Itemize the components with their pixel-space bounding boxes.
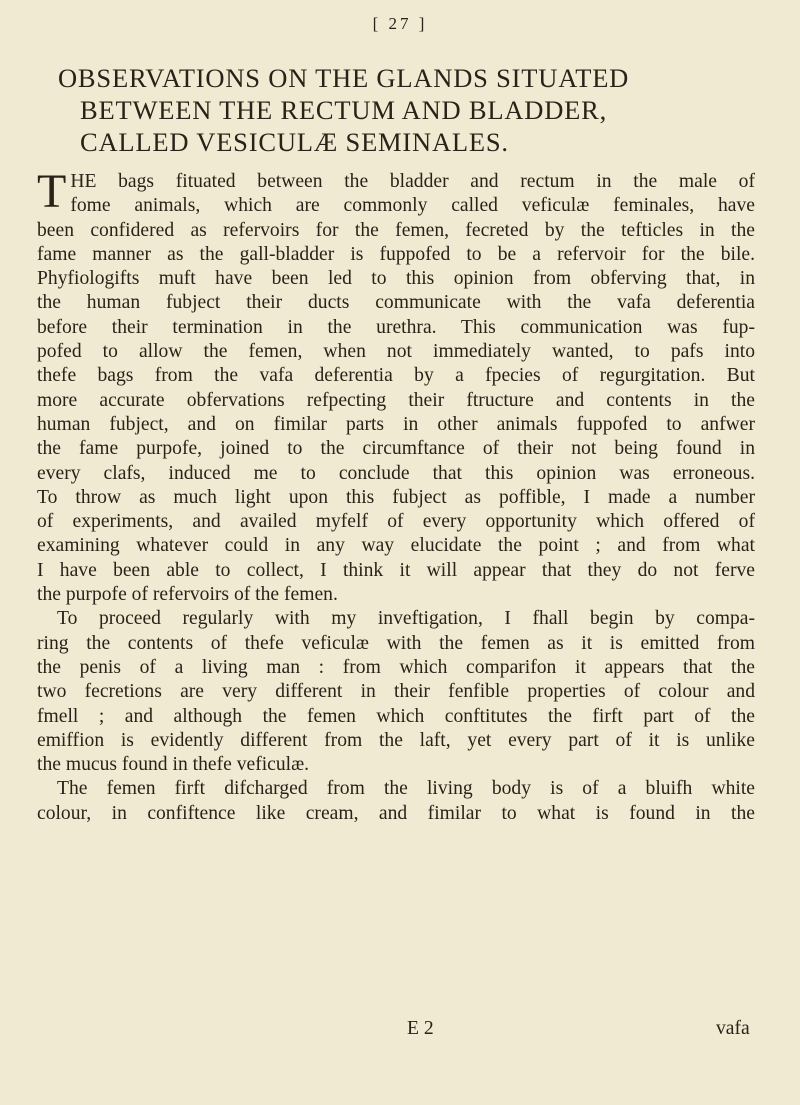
chapter-title: [58, 62, 758, 158]
text-line: I have been able to collect, I think it will appear that they do not ferve: [37, 559, 755, 581]
text-line: fmell ; and although the femen which conftitutes the firft part of the: [37, 705, 755, 727]
catchword: vafa: [716, 1018, 750, 1039]
text-line: The femen firft difcharged from the living body is of a bluifh white: [57, 778, 755, 800]
text-line: emiffion is evidently different from the laft, yet every part of it is unlike: [37, 729, 755, 751]
text-line: To proceed regularly with my inveftigation, I fhall begin by compa-: [57, 608, 755, 630]
text-line: To throw as much light upon this fubject as poffible, I made a number: [37, 486, 755, 508]
paragraph-3: [37, 777, 755, 826]
drop-cap: T: [37, 165, 67, 218]
text-line: ring the contents of thefe veficulæ with the femen as it is emitted from: [37, 632, 755, 654]
text-line: fame manner as the gall-bladder is fuppofed to be a refervoir for the bile.: [37, 243, 755, 265]
text-line: fome animals, which are commonly called veficulæ feminales, have: [70, 195, 755, 217]
text-line: the mucus found in thefe veficulæ.: [37, 754, 310, 776]
title-line-2: BETWEEN THE RECTUM AND BLADDER,: [80, 95, 608, 125]
paragraph-1: [37, 165, 755, 607]
paragraph-2: [37, 607, 755, 777]
text-line: human fubject, and on fimilar parts in other animals fuppofed to anfwer: [37, 413, 755, 435]
text-line: been confidered as refervoirs for the femen, fecreted by the tefticles in the: [37, 219, 755, 241]
text-line: colour, in confiftence like cream, and fimilar to what is found in the: [37, 802, 755, 824]
title-line-1: OBSERVATIONS ON THE GLANDS SITUATED: [58, 63, 630, 93]
text-line: examining whatever could in any way elucidate the point ; and from what: [37, 535, 755, 557]
text-line: before their termination in the urethra. This communication was fup-: [37, 316, 755, 338]
text-line: pofed to allow the femen, when not immediately wanted, to pafs into: [37, 341, 755, 363]
text-line: the purpofe of refervoirs of the femen.: [37, 584, 338, 606]
text-line: the fame purpofe, joined to the circumftance of their not being found in: [37, 438, 755, 460]
text-line: more accurate obfervations refpecting their ftructure and contents in the: [37, 389, 755, 411]
text-line: the penis of a living man : from which comparifon it appears that the: [37, 656, 755, 678]
text-line: Phyfiologifts muft have been led to this opinion from obferving that, in: [37, 268, 755, 290]
title-line-3: CALLED VESICULÆ SEMINALES.: [80, 127, 509, 157]
text-line: HE bags fituated between the bladder and rectum in the male of: [70, 171, 755, 192]
signature-mark: E 2: [407, 1018, 434, 1039]
page-number: [ 27 ]: [372, 14, 428, 33]
text-line: the human fubject their ducts communicate with the vafa deferentia: [37, 292, 755, 314]
text-line: of experiments, and availed myfelf of every opportunity which offered of: [37, 511, 755, 533]
text-line: every clafs, induced me to conclude that this opinion was erroneous.: [37, 462, 755, 484]
text-line: thefe bags from the vafa deferentia by a fpecies of regurgitation. But: [37, 365, 755, 387]
body-text: [37, 165, 755, 826]
text-line: two fecretions are very different in their fenfible properties of colour and: [37, 681, 755, 703]
